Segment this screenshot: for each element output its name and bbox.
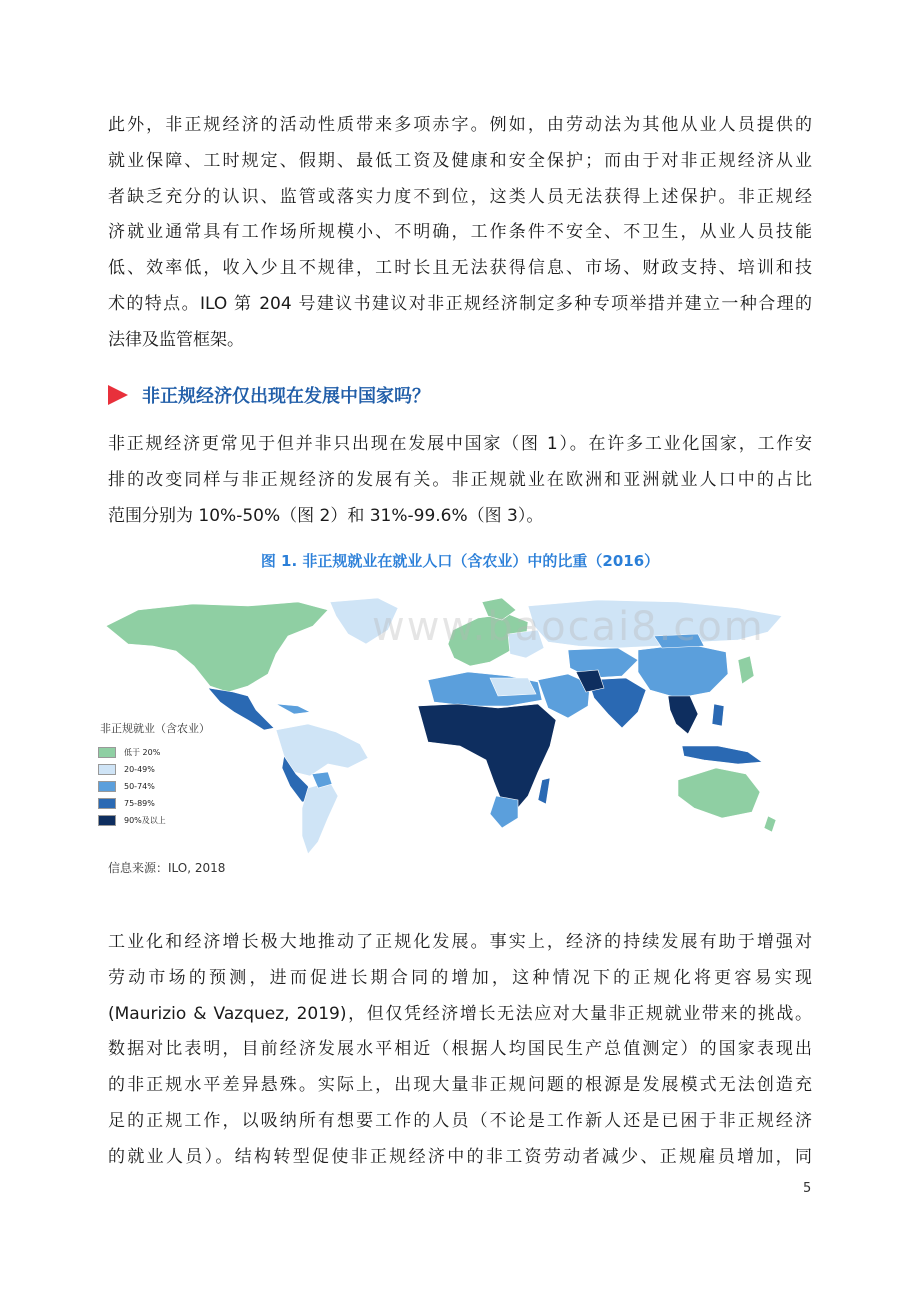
page-number: 5 [803,1181,812,1196]
map-region-north-america [106,602,328,692]
text-line: 排的改变同样与非正规经济的发展有关。非正规就业在欧洲和亚洲就业人口中的占比 [108,469,812,490]
map-region-australia [678,768,760,818]
text-line: 者缺乏充分的认识、监管或落实力度不到位，这类人员无法获得上述保护。非正规经 [108,186,812,207]
legend-item [98,795,248,812]
text-line: 工业化和经济增长极大地推动了正规化发展。事实上，经济的持续发展有助于增强对 [108,932,812,952]
section-heading-text: 非正规经济仅出现在发展中国家吗？ [142,386,430,407]
text-line: 的就业人员）。结构转型促使非正规经济中的非工资劳动者减少、正规雇员增加，同 [108,1146,812,1167]
text-line: 范围分别为 10%-50%（图 2）和 31%-99.6%（图 3）。 [108,505,544,526]
map-legend [98,720,248,829]
map-region-sub-saharan-africa [418,704,556,810]
map-region-southeast-asia [668,696,698,734]
map-region-japan [738,656,754,684]
text-line: 低、效率低，收入少且不规律，工时长且无法获得信息、市场、财政支持、培训和技 [108,258,812,279]
section-heading [108,380,430,410]
legend-item [98,778,248,795]
legend-item [98,812,248,829]
text-line: 的非正规水平差异悬殊。实际上，出现大量非正规问题的根源是发展模式无法创造充 [108,1075,812,1096]
legend-label: 50-74% [124,782,155,791]
legend-swatch [98,815,116,826]
paragraph-industrialization [108,925,812,1176]
map-region-southern-africa [490,796,518,828]
paragraph-developing-countries [108,427,812,534]
map-region-libya-egypt [490,678,536,696]
text-line: 劳动市场的预测，进而促进长期合同的增加，这种情况下的正规化将更容易实现 [108,967,812,988]
legend-swatch [98,764,116,775]
triangle-bullet-icon [108,385,128,405]
legend-swatch [98,747,116,758]
text-line: 就业保障、工时规定、假期、最低工资及健康和安全保护；而由于对非正规经济从业 [108,150,812,171]
paragraph-informality-deficits [108,108,812,359]
map-region-philippines [712,704,724,726]
text-line: 数据对比表明，目前经济发展水平相近（根据人均国民生产总值测定）的国家表现出 [108,1039,812,1060]
map-region-madagascar [538,778,550,804]
legend-label: 90%及以上 [124,816,166,825]
text-line: 法律及监管框架。 [108,329,244,350]
legend-item [98,761,248,778]
text-line: 此外，非正规经济的活动性质带来多项赤字。例如，由劳动法为其他从业人员提供的 [108,115,812,135]
text-line: 足的正规工作，以吸纳所有想要工作的人员（不论是工作新人还是已困于非正规经济 [108,1110,812,1131]
map-region-china [638,644,728,698]
text-line: (Maurizio & Vazquez, 2019)，但仅凭经济增长无法应对大量非正规就业带来的挑战。 [108,1003,812,1024]
map-region-caribbean [276,704,310,714]
figure-source: 信息来源：ILO, 2018 [108,861,226,875]
map-region-new-zealand [764,816,776,832]
legend-item [98,744,248,761]
legend-swatch [98,798,116,809]
legend-swatch [98,781,116,792]
text-line: 济就业通常具有工作场所规模小、不明确，工作条件不安全、不卫生，从业人员技能 [108,222,812,243]
legend-label: 20-49% [124,765,155,774]
figure-caption: 图 1. 非正规就业在就业人口（含农业）中的比重（2016） [260,552,660,570]
legend-label: 低于 20% [124,748,161,757]
text-line: 非正规经济更常见于但并非只出现在发展中国家（图 1）。在许多工业化国家，工作安 [108,434,812,454]
legend-label: 75-89% [124,799,155,808]
watermark: www.baocai8.com [372,604,765,650]
map-region-indonesia [682,746,762,764]
map-region-southern-cone [302,782,338,854]
text-line: 术的特点。ILO 第 204 号建议书建议对非正规经济制定多种专项举措并建立一种合理的 [108,293,812,314]
legend-title: 非正规就业（含农业） [100,722,210,735]
